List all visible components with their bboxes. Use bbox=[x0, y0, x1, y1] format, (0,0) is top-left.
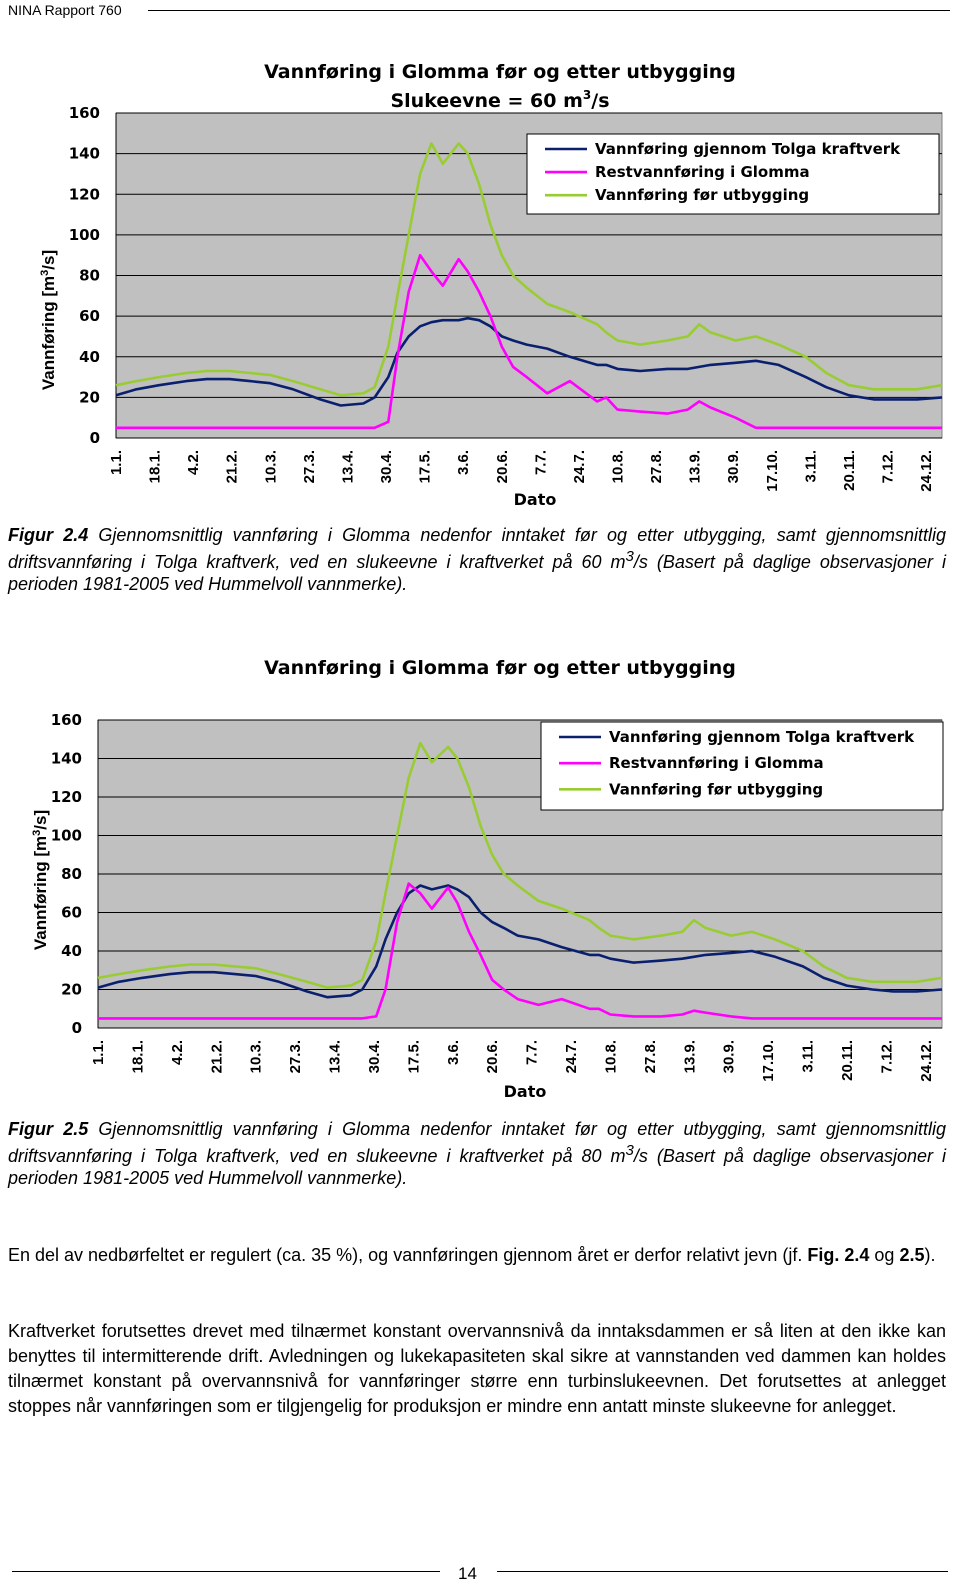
y-tick-label: 100 bbox=[68, 225, 100, 244]
chart-svg-2-4 bbox=[0, 50, 960, 515]
x-tick-label: 17.10. bbox=[760, 1040, 778, 1082]
y-tick-label: 80 bbox=[79, 266, 100, 285]
x-tick-label: 24.12. bbox=[917, 1040, 935, 1082]
y-tick-label: 0 bbox=[71, 1019, 82, 1037]
y-tick-label: 140 bbox=[68, 144, 100, 163]
x-tick-label: 27.3. bbox=[300, 450, 318, 484]
caption-tail: /s (Basert på daglige observasjoner i perioden 1981-2005 ved Hummelvoll vannmerke). bbox=[8, 552, 946, 594]
legend-label: Vannføring gjennom Tolga kraftverk bbox=[609, 728, 915, 746]
caption-tail: /s (Basert på daglige observasjoner i perioden 1981-2005 ved Hummelvoll vannmerke). bbox=[8, 1146, 946, 1188]
x-tick-label: 27.8. bbox=[641, 1040, 659, 1074]
x-tick-label: 17.5. bbox=[405, 1040, 423, 1074]
caption-label: Figur 2.4 bbox=[8, 525, 89, 545]
footer-rule-left bbox=[12, 1571, 440, 1572]
x-tick-label: 17.10. bbox=[763, 450, 781, 492]
x-tick-label: 18.1. bbox=[146, 450, 164, 484]
x-tick-label: 7.7. bbox=[523, 1040, 541, 1066]
x-tick-label: 13.4. bbox=[339, 450, 357, 484]
x-tick-label: 30.4. bbox=[365, 1040, 383, 1074]
caption-text: Gjennomsnittlig vannføring i Glomma nedenfor inntaket før og etter utbygging, samt gjennomsnittlig driftsvannføring i Tolga kraftverk, ved en slukeevne i kraftverket på 60 m bbox=[8, 525, 946, 572]
y-tick-label: 0 bbox=[89, 429, 100, 447]
legend-label: Vannføring før utbygging bbox=[595, 186, 810, 205]
y-axis-label: Vannføring $[m^3/s]$ bbox=[39, 249, 58, 391]
paragraph-regulation bbox=[8, 1243, 946, 1268]
y-tick-label: 20 bbox=[79, 388, 100, 407]
figure-reference-2-5: 2.5 bbox=[899, 1245, 925, 1265]
y-tick-label: 160 bbox=[68, 104, 100, 122]
y-tick-label: 100 bbox=[50, 826, 82, 845]
y-tick-label: 60 bbox=[79, 307, 100, 326]
x-tick-label: 7.12. bbox=[879, 450, 897, 484]
legend-label: Restvannføring i Glomma bbox=[595, 163, 810, 182]
x-tick-label: 27.8. bbox=[648, 450, 666, 484]
x-tick-label: 13.9. bbox=[681, 1040, 699, 1074]
paragraph-text: og bbox=[869, 1245, 900, 1265]
caption-label: Figur 2.5 bbox=[8, 1119, 89, 1139]
chart-title: Vannføring i Glomma før og etter utbygging bbox=[264, 61, 736, 83]
x-tick-label: 18.1. bbox=[129, 1040, 147, 1074]
caption-sup: 3 bbox=[625, 1142, 634, 1159]
x-tick-label: 4.2. bbox=[168, 1040, 186, 1066]
y-tick-label: 80 bbox=[61, 865, 82, 883]
x-tick-label: 4.2. bbox=[185, 450, 203, 476]
x-tick-label: 20.6. bbox=[484, 1040, 502, 1074]
figure-reference-2-4: Fig. 2.4 bbox=[807, 1245, 870, 1265]
x-tick-label: 3.11. bbox=[799, 1040, 817, 1073]
chart-figure-2-5 bbox=[0, 650, 960, 1110]
x-tick-label: 24.7. bbox=[563, 1040, 581, 1074]
y-tick-label: 160 bbox=[50, 711, 82, 729]
x-tick-label: 3.6. bbox=[455, 450, 473, 476]
y-tick-label: 140 bbox=[50, 749, 82, 768]
x-tick-label: 10.3. bbox=[262, 450, 280, 484]
paragraph-text: En del av nedbørfeltet er regulert (ca. 35 %), og vannføringen gjennom året er derfor relativt jevn (jf. bbox=[8, 1245, 808, 1265]
y-tick-label: 120 bbox=[50, 788, 82, 806]
legend-label: Vannføring gjennom Tolga kraftverk bbox=[595, 140, 901, 158]
x-tick-label: 30.9. bbox=[720, 1040, 738, 1074]
x-tick-label: 21.2. bbox=[223, 450, 241, 484]
x-tick-label: 1.1. bbox=[90, 1040, 107, 1066]
page-number: 14 bbox=[458, 1564, 477, 1583]
chart-figure-2-4 bbox=[0, 50, 960, 515]
x-tick-label: 20.11. bbox=[840, 450, 858, 491]
report-header: NINA Rapport 760 bbox=[8, 2, 122, 18]
x-tick-label: 30.9. bbox=[725, 450, 743, 484]
caption-sup: 3 bbox=[625, 548, 634, 565]
caption-figure-2-5 bbox=[8, 1118, 946, 1189]
x-tick-label: 7.12. bbox=[878, 1040, 896, 1074]
x-tick-label: 27.3. bbox=[287, 1040, 305, 1074]
x-tick-label: 3.11. bbox=[802, 450, 820, 483]
footer-rule-right bbox=[497, 1571, 948, 1572]
x-tick-label: 10.8. bbox=[609, 450, 627, 484]
x-tick-label: 30.4. bbox=[378, 450, 396, 484]
chart-subtitle: Slukeevne = 60 $m^3/s$ bbox=[390, 88, 610, 112]
x-tick-label: 10.8. bbox=[602, 1040, 620, 1074]
x-tick-label: 13.9. bbox=[686, 450, 704, 484]
x-tick-label: 21.2. bbox=[208, 1040, 226, 1074]
x-tick-label: 7.7. bbox=[532, 450, 550, 476]
y-tick-label: 120 bbox=[68, 185, 100, 204]
x-tick-label: 20.6. bbox=[493, 450, 511, 484]
y-tick-label: 20 bbox=[61, 980, 82, 999]
y-tick-label: 40 bbox=[61, 942, 82, 960]
paragraph-operation: Kraftverket forutsettes drevet med tilnærmet konstant overvannsnivå da inntaksdammen er så liten at den ikke kan benyttes til intermitterende drift. Avledningen og lukekapasiteten skal sikre at vannstanden ved dammen kan holdes tilnærmet konstant på overvannsnivå for vannføringer større enn turbinslukeevnen. Det forutsettes at anlegget stoppes når vannføringen som er tilgjengelig for produksjon er mindre enn antatt minste slukeevne for anlegget. bbox=[8, 1321, 946, 1416]
chart-svg-2-5 bbox=[0, 650, 960, 1110]
legend-label: Vannføring før utbygging bbox=[609, 780, 824, 799]
x-tick-label: 24.7. bbox=[570, 450, 588, 484]
caption-text: Gjennomsnittlig vannføring i Glomma nedenfor inntaket før og etter utbygging, samt gjennomsnittlig driftsvannføring i Tolga kraftverk, ved en slukeevne i kraftverket på 80 m bbox=[8, 1119, 946, 1166]
legend-label: Restvannføring i Glomma bbox=[609, 754, 824, 773]
x-tick-label: 17.5. bbox=[416, 450, 434, 484]
header-rule bbox=[148, 10, 950, 11]
x-tick-label: 13.4. bbox=[326, 1040, 344, 1074]
x-tick-label: 1.1. bbox=[108, 450, 125, 476]
chart-title: Vannføring i Glomma før og etter utbygging bbox=[264, 657, 736, 679]
x-axis-label: Dato bbox=[503, 1082, 547, 1101]
y-tick-label: 40 bbox=[79, 347, 100, 366]
y-tick-label: 60 bbox=[61, 903, 82, 922]
y-axis-label: Vannføring $[m^3/s]$ bbox=[31, 809, 50, 951]
x-axis-label: Dato bbox=[513, 490, 557, 509]
x-tick-label: 24.12. bbox=[918, 450, 936, 492]
caption-figure-2-4 bbox=[8, 524, 946, 595]
x-tick-label: 3.6. bbox=[444, 1040, 462, 1066]
x-tick-label: 20.11. bbox=[838, 1040, 856, 1081]
paragraph-text: ). bbox=[924, 1245, 936, 1265]
x-tick-label: 10.3. bbox=[247, 1040, 265, 1074]
